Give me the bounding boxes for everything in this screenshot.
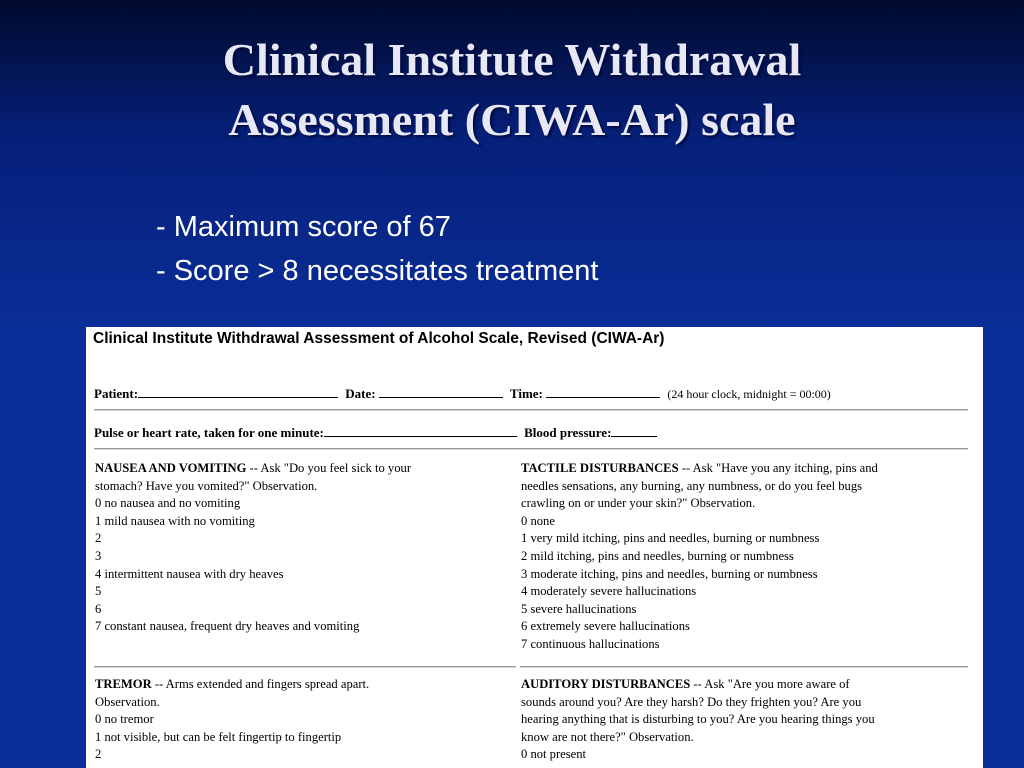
nausea-intro-line-2: stomach? Have you vomited?" Observation. xyxy=(95,478,318,493)
pulse-label: Pulse or heart rate, taken for one minute: xyxy=(94,425,324,440)
nausea-section xyxy=(95,460,411,636)
date-label: Date: xyxy=(345,386,376,401)
date-blank xyxy=(379,385,503,398)
tactile-item: 5 severe hallucinations xyxy=(521,601,637,616)
nausea-item: 4 intermittent nausea with dry heaves xyxy=(95,566,284,581)
ciwa-form-image xyxy=(86,327,983,768)
nausea-heading: NAUSEA AND VOMITING xyxy=(95,461,247,475)
time-blank xyxy=(546,385,660,398)
bullet-max-score: - Maximum score of 67 xyxy=(156,211,451,243)
tactile-intro: -- Ask "Have you any itching, pins and xyxy=(678,461,878,475)
nausea-item: 1 mild nausea with no vomiting xyxy=(95,513,255,528)
tremor-item: 0 no tremor xyxy=(95,712,154,727)
patient-blank xyxy=(138,385,338,398)
auditory-intro-line-3: hearing anything that is disturbing to you? Are you hearing things you xyxy=(521,712,875,727)
nausea-item: 3 xyxy=(95,548,102,563)
patient-label: Patient: xyxy=(94,386,139,401)
slide-title-line-2: Assessment (CIWA-Ar) scale xyxy=(228,94,796,145)
tactile-item: 3 moderate itching, pins and needles, burning or numbness xyxy=(521,566,818,581)
pulse-blank xyxy=(324,424,517,437)
tactile-item: 7 continuous hallucinations xyxy=(521,636,660,651)
auditory-intro: -- Ask "Are you more aware of xyxy=(690,677,850,691)
tremor-intro-line-2: Observation. xyxy=(95,694,160,709)
tactile-item: 4 moderately severe hallucinations xyxy=(521,584,697,599)
bullet-treatment-threshold: - Score > 8 necessitates treatment xyxy=(156,255,599,287)
tactile-heading: TACTILE DISTURBANCES xyxy=(521,461,679,475)
time-note: (24 hour clock, midnight = 00:00) xyxy=(667,387,831,401)
bp-blank xyxy=(611,424,657,437)
nausea-item: 2 xyxy=(95,531,102,546)
auditory-item: 0 not present xyxy=(521,747,587,762)
bullet-list xyxy=(156,205,598,293)
auditory-heading: AUDITORY DISTURBANCES xyxy=(521,677,691,691)
form-title: Clinical Institute Withdrawal Assessment of Alcohol Scale, Revised (CIWA-Ar) xyxy=(93,330,665,347)
time-label: Time: xyxy=(509,386,543,401)
tremor-item: 1 not visible, but can be felt fingertip to fingertip xyxy=(95,729,342,744)
tremor-section xyxy=(95,676,369,764)
slide-title xyxy=(0,30,1024,150)
divider xyxy=(94,409,968,411)
tactile-item: 6 extremely severe hallucinations xyxy=(521,619,690,634)
tactile-section xyxy=(521,460,878,654)
vitals-row xyxy=(94,424,661,441)
divider xyxy=(520,666,968,668)
tremor-heading: TREMOR xyxy=(95,677,152,691)
slide-title-line-1: Clinical Institute Withdrawal xyxy=(222,34,802,85)
patient-info-row xyxy=(94,385,831,402)
tactile-intro-line-3: crawling on or under your skin?" Observation. xyxy=(521,496,756,511)
tremor-item: 2 xyxy=(95,747,102,762)
nausea-item: 6 xyxy=(95,601,102,616)
bp-label: Blood pressure: xyxy=(524,425,612,440)
tactile-item: 0 none xyxy=(521,513,555,528)
tactile-intro-line-2: needles sensations, any burning, any numbness, or do you feel bugs xyxy=(521,478,863,493)
tactile-item: 2 mild itching, pins and needles, burning or numbness xyxy=(521,548,794,563)
auditory-intro-line-4: know are not there?" Observation. xyxy=(521,729,694,744)
nausea-item: 0 no nausea and no vomiting xyxy=(95,496,241,511)
tremor-intro: -- Arms extended and fingers spread apart. xyxy=(151,677,370,691)
divider xyxy=(94,448,968,450)
nausea-intro: -- Ask "Do you feel sick to your xyxy=(246,461,412,475)
divider xyxy=(94,666,516,668)
tactile-item: 1 very mild itching, pins and needles, burning or numbness xyxy=(521,531,820,546)
auditory-section xyxy=(521,676,875,764)
auditory-intro-line-2: sounds around you? Are they harsh? Do they frighten you? Are you xyxy=(521,694,862,709)
nausea-item: 7 constant nausea, frequent dry heaves and vomiting xyxy=(95,619,360,634)
nausea-item: 5 xyxy=(95,584,102,599)
